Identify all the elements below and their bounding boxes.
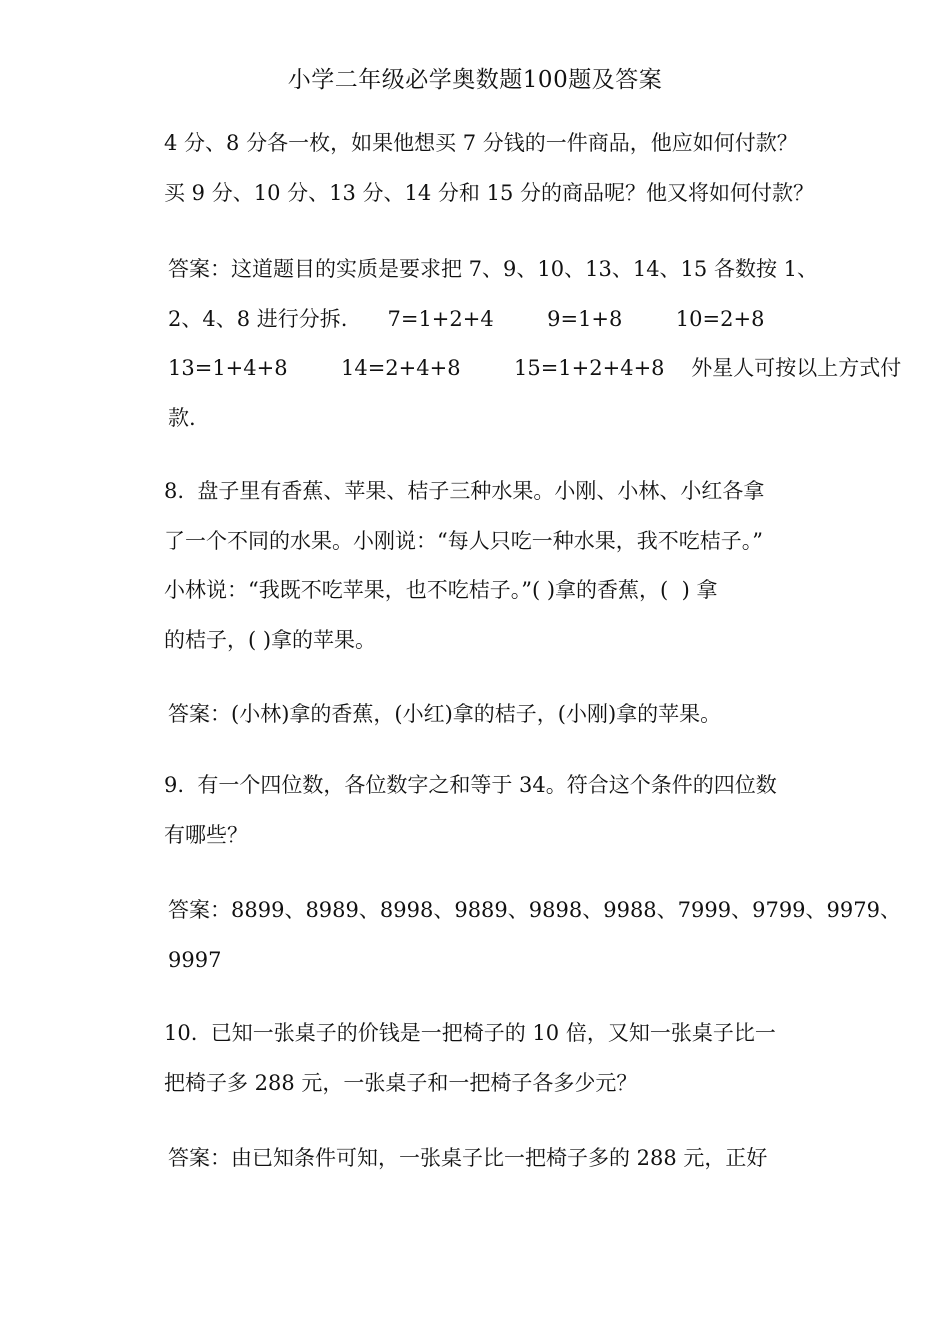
answer-7 (168, 245, 902, 443)
text-line: 了一个不同的水果。小刚说：“每人只吃一种水果，我不吃桔子。” (164, 528, 763, 553)
answer-8 (168, 690, 818, 740)
question-7-continuation (164, 119, 814, 218)
text-line: 10. 已知一张桌子的价钱是一把椅子的 10 倍，又知一张桌子比一 (164, 1021, 776, 1045)
text-line: 买 9 分、10 分、13 分、14 分和 15 分的商品呢？他又将如何付款？ (164, 180, 814, 205)
text-line: 答案：8899、8989、8998、9889、9898、9988、7999、9799、9979、 (168, 898, 901, 922)
text-line: 9. 有一个四位数，各位数字之和等于 34。符合这个条件的四位数 (164, 773, 777, 797)
answer-10 (168, 1134, 818, 1184)
text-line: 2、4、8 进行分拆. 7=1+2+4 9=1+8 10=2+8 (168, 306, 765, 331)
text-line: 13=1+4+8 14=2+4+8 15=1+2+4+8 外星人可按以上方式付 (168, 356, 902, 380)
text-line: 把椅子多 288 元，一张桌子和一把椅子各多少元？ (164, 1070, 638, 1095)
text-line: 小林说：“我既不吃苹果，也不吃桔子。”( )拿的香蕉，( ) 拿 (164, 578, 718, 602)
page-title: 小学二年级必学奥数题100题及答案 (287, 67, 663, 93)
text-line: 9997 (168, 947, 222, 972)
text-line: 有哪些？ (164, 822, 248, 847)
text-line: 8. 盘子里有香蕉、苹果、桔子三种水果。小刚、小林、小红各拿 (164, 479, 765, 503)
text-line: 答案：由已知条件可知，一张桌子比一把椅子多的 288 元，正好 (168, 1146, 768, 1170)
text-line: 答案：这道题目的实质是要求把 7、9、10、13、14、15 各数按 1、 (168, 257, 818, 281)
answer-9 (168, 886, 901, 985)
text-line: 款. (168, 405, 196, 430)
question-8 (164, 467, 814, 665)
text-line: 4 分、8 分各一枚，如果他想买 7 分钱的一件商品，他应如何付款？ (164, 131, 798, 155)
question-10 (164, 1009, 814, 1108)
question-9 (164, 761, 814, 860)
text-line: 的桔子，( )拿的苹果。 (164, 627, 377, 652)
text-line: 答案：(小林)拿的香蕉，(小红)拿的桔子，(小刚)拿的苹果。 (168, 702, 722, 726)
